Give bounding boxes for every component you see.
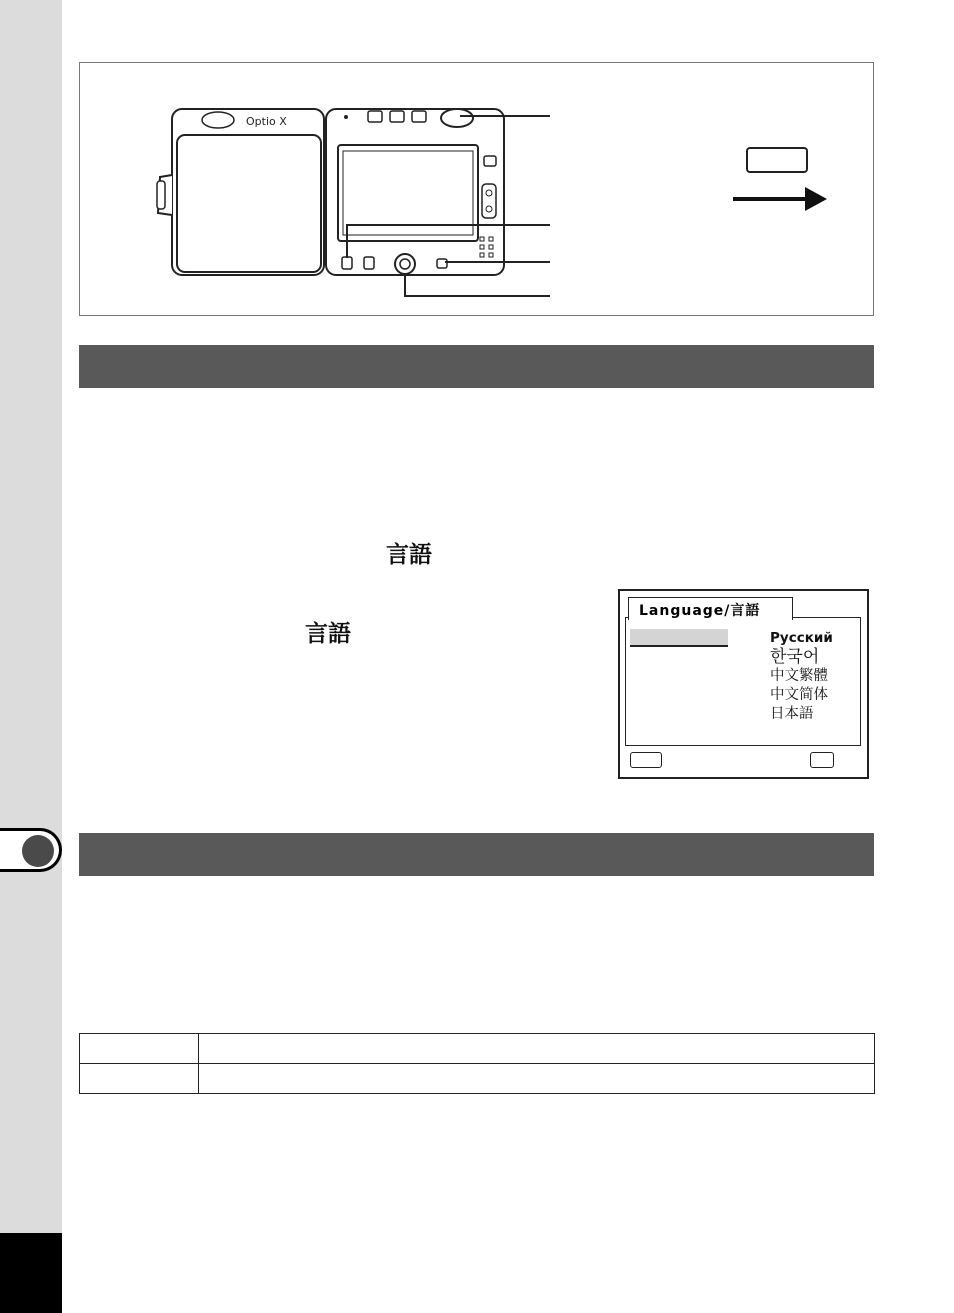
- settings-table: [79, 1033, 875, 1094]
- ok-button[interactable]: [810, 752, 834, 768]
- language-option-korean[interactable]: 한국어: [770, 647, 820, 667]
- language-option-japanese[interactable]: 日本語: [770, 706, 814, 722]
- camera-illustration: [80, 63, 875, 317]
- language-list: [770, 629, 833, 724]
- language-selection-highlight[interactable]: [630, 629, 728, 647]
- language-menu-screen: [618, 589, 869, 779]
- kanji-language-label: 言語: [386, 542, 432, 568]
- camera-brand: Optio X: [246, 115, 287, 128]
- section-heading-bar-2: [79, 833, 874, 876]
- table-cell-key: [80, 1064, 199, 1094]
- section-heading-bar-1: [79, 345, 874, 388]
- table-cell-value: [199, 1064, 875, 1094]
- chapter-sidebar: [0, 0, 62, 1313]
- language-option-simplified-chinese[interactable]: 中文简体: [770, 687, 828, 703]
- table-cell-key: [80, 1034, 199, 1064]
- language-tab-title[interactable]: Language/言語: [628, 597, 793, 620]
- table-row: [80, 1064, 875, 1094]
- table-row: [80, 1034, 875, 1064]
- menu-back-button[interactable]: [630, 752, 662, 768]
- table-cell-value: [199, 1034, 875, 1064]
- language-option-russian[interactable]: Русский: [770, 630, 833, 646]
- page-number-block: [0, 1233, 62, 1313]
- kanji-language-label-2: 言語: [305, 621, 351, 647]
- chapter-marker: [22, 835, 54, 867]
- language-option-traditional-chinese[interactable]: 中文繁體: [770, 668, 828, 684]
- camera-figure: [79, 62, 874, 316]
